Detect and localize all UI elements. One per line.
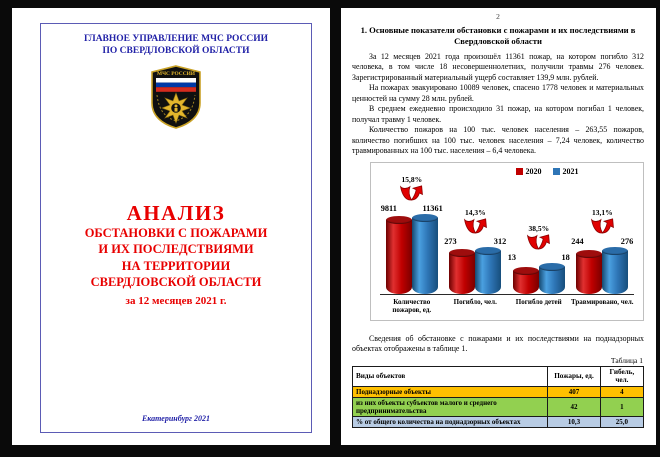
section-heading: 1. Основные показатели обстановки с пожарами и их последствиями в Свердловской области — [360, 24, 636, 46]
title-page-border — [40, 23, 312, 433]
deaths-value: 4 — [600, 386, 643, 397]
legend-label: 2021 — [562, 166, 579, 176]
category-label: Погибло, чел. — [453, 298, 497, 307]
bar-value-2021: 18 — [561, 252, 570, 262]
table-caption: Таблица 1 — [610, 355, 643, 365]
bar-value-2020: 9811 — [380, 203, 397, 213]
bar-value-2020: 273 — [444, 236, 457, 246]
table-header-row — [353, 367, 644, 387]
bar-value-2021: 11361 — [422, 203, 443, 213]
column-header: Виды объектов — [353, 367, 548, 387]
report-subtitle-line: ОБСТАНОВКИ С ПОЖАРАМИ — [84, 225, 268, 240]
emblem-banner-text: МЧС РОССИИ — [157, 70, 195, 77]
report-subtitle-line: И ИХ ПОСЛЕДСТВИЯМИ — [98, 242, 254, 257]
legend-item-2021 — [553, 168, 579, 176]
deaths-value: 1 — [600, 397, 643, 416]
legend-swatch-icon — [516, 168, 523, 175]
change-percent-label: 14,3% — [464, 208, 486, 218]
bar-pair — [576, 251, 628, 294]
bar-value-2020: 13 — [507, 252, 517, 262]
column-header: Гибель, чел. — [600, 367, 643, 387]
body-paragraph: Сведения об обстановке с пожарами и их последствиями на поднадзорных объектах отображены в таблице 1. — [352, 333, 644, 354]
page-number: 2 — [496, 12, 500, 21]
bar-body — [539, 267, 565, 294]
organization-header — [84, 33, 268, 58]
body-paragraph: За 12 месяцев 2021 года произошёл 11361 пожар, на котором погибло 312 человека, в том числе 18 несовершеннолетних, получили травмы 276 человек. Зарегистрированный материальный ущерб составляет 139,9 млн. рублей. — [352, 51, 644, 82]
bar-body — [412, 218, 438, 294]
bar-cap — [386, 216, 412, 224]
deaths-value: 25,0 — [600, 416, 643, 427]
bar-values — [381, 205, 443, 213]
table-row — [353, 416, 644, 427]
chart-group — [571, 209, 635, 294]
chart-group — [507, 225, 571, 294]
bar-2021 — [475, 251, 501, 294]
bar-values — [508, 254, 570, 262]
category-label: Травмировано, чел. — [570, 298, 634, 307]
table-row — [353, 397, 644, 416]
increase-arrow-icon — [590, 218, 615, 237]
fires-value: 10,3 — [548, 416, 601, 427]
bar-body — [602, 251, 628, 294]
increase-arrow-icon — [463, 218, 488, 237]
bar-2020 — [576, 254, 602, 294]
category-label: Количество пожаров, ед. — [392, 298, 432, 315]
bar-2020 — [386, 220, 412, 294]
fires-comparison-chart — [370, 162, 644, 321]
report-period: за 12 месяцев 2021 г. — [125, 294, 227, 307]
bar-body — [449, 253, 475, 294]
legend-swatch-icon — [553, 168, 560, 175]
bar-cap — [539, 263, 565, 271]
bar-pair — [449, 251, 501, 294]
mchs-emblem-icon — [149, 65, 203, 134]
legend-label: 2020 — [525, 166, 542, 176]
change-percent-label: 38,5% — [528, 224, 550, 234]
organization-line2: ПО СВЕРДЛОВСКОЙ ОБЛАСТИ — [102, 46, 250, 57]
change-percent-label: 13,1% — [591, 208, 613, 218]
bar-body — [576, 254, 602, 294]
bar-value-2020: 244 — [571, 236, 584, 246]
bar-values — [444, 238, 506, 246]
bar-2021 — [602, 251, 628, 294]
legend-item-2020 — [516, 168, 542, 176]
chart-plot — [380, 176, 634, 295]
bar-2020 — [513, 271, 539, 294]
fires-value: 42 — [548, 397, 601, 416]
row-label: % от общего количества на поднадзорных объектах — [353, 416, 548, 427]
bar-value-2021: 276 — [620, 236, 634, 246]
report-title: АНАЛИЗ — [126, 200, 226, 225]
title-page — [12, 8, 330, 445]
report-title-block — [85, 202, 268, 307]
report-subtitle-line: НА ТЕРРИТОРИИ — [121, 258, 231, 273]
chart-group — [444, 209, 508, 294]
bar-values — [571, 238, 633, 246]
change-percent-label: 15,8% — [401, 175, 423, 185]
category-label: Погибло детей — [515, 298, 562, 307]
bar-body — [386, 220, 412, 294]
chart-legend — [411, 168, 660, 176]
chart-group — [380, 176, 444, 294]
row-label: Поднадзорные объекты — [353, 386, 548, 397]
bar-value-2021: 312 — [493, 236, 507, 246]
increase-arrow-icon — [399, 185, 424, 204]
chart-category-labels — [380, 298, 634, 320]
content-page — [341, 8, 656, 445]
body-paragraph: На пожарах эвакуировано 10089 человек, спасено 1778 человек и материальных ценностей на сумму 28 млн. рублей. — [352, 83, 644, 103]
body-paragraph: В среднем ежедневно происходило 31 пожар, на котором погибал 1 человек, получал травму 1 человек. — [352, 104, 644, 124]
organization-line1: ГЛАВНОЕ УПРАВЛЕНИЕ МЧС РОССИИ — [84, 34, 268, 44]
bar-pair — [513, 267, 565, 294]
supervised-objects-table — [352, 366, 644, 428]
report-subtitle-line: СВЕРДЛОВСКОЙ ОБЛАСТИ — [90, 275, 262, 290]
bar-pair — [386, 218, 438, 294]
bar-cap — [412, 214, 438, 222]
fires-value: 407 — [548, 386, 601, 397]
bar-2021 — [539, 267, 565, 294]
city-year-footer: Екатеринбург 2021 — [141, 414, 211, 423]
row-label: из них объекты субъектов малого и среднего предпринимательства — [353, 397, 548, 416]
bar-body — [475, 251, 501, 294]
bar-cap — [513, 267, 539, 275]
bar-2020 — [449, 253, 475, 294]
increase-arrow-icon — [526, 234, 551, 253]
table-row — [353, 386, 644, 397]
body-paragraph: Количество пожаров на 100 тыс. человек населения – 263,55 пожаров, количество погибших на 100 тыс. человек населения – 7,24 человек, количество травмированных на 100 тыс. населения – 6,4 человека. — [352, 125, 644, 156]
bar-2021 — [412, 218, 438, 294]
column-header: Пожары, ед. — [548, 367, 601, 387]
